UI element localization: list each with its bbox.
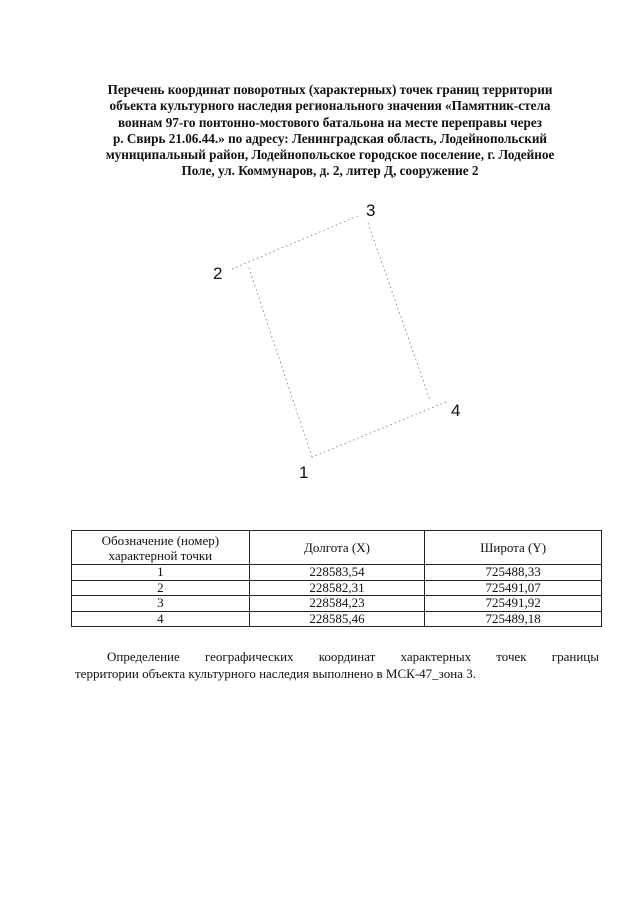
table-header-row [72,531,602,565]
cell-point-number: 1 [72,565,250,581]
note-word: географических [204,649,294,664]
cell-longitude-x: 228582,31 [249,580,425,596]
cell-latitude-y: 725491,07 [425,580,602,596]
title-line: воинам 97-го понтонно-мостового батальона на месте переправы через [118,114,542,130]
title-line: объекта культурного наследия регионального значения «Памятник-стела [109,98,551,114]
title-line: Поле, ул. Коммунаров, д. 2, литер Д, сооружение 2 [181,163,479,179]
table-row [72,580,602,596]
cell-point-number: 3 [72,596,250,612]
cell-longitude-x: 228584,23 [249,596,425,612]
coordinate-system-note [75,649,599,682]
cell-latitude-y: 725491,92 [425,596,602,612]
note-word: Определение [107,649,180,664]
boundary-edge-2-3 [232,215,360,269]
point-label-1: 1 [299,463,309,482]
title-line: Перечень координат поворотных (характерных) точек границ территории [107,82,553,97]
header-latitude-y: Широта (Y) [425,531,602,565]
cell-point-number: 4 [72,611,250,627]
note-word: границы [551,649,599,664]
point-label-3: 3 [366,201,376,220]
note-word: точек [496,649,527,664]
table-row [72,611,602,627]
point-label-2: 2 [213,264,223,283]
cell-latitude-y: 725489,18 [425,611,602,627]
note-line-2: территории объекта культурного наследия выполнено в МСК-47_зона 3. [75,665,476,681]
cell-longitude-x: 228583,54 [249,565,425,581]
boundary-edge-1-2 [248,265,312,457]
cell-longitude-x: 228585,46 [249,611,425,627]
header-longitude-x: Долгота (X) [249,531,425,565]
boundary-edge-3-4 [368,223,430,400]
boundary-scheme [0,195,640,495]
title-line: р. Свирь 21.06.44.» по адресу: Ленинградская область, Лодейнопольский [112,130,548,146]
boundary-edge-4-1 [312,402,446,457]
note-word: координат [318,649,376,664]
document-title [70,82,590,180]
title-line: муниципальный район, Лодейнопольское городское поселение, г. Лодейное [105,147,555,163]
coordinates-table [71,530,602,627]
table-row [72,565,602,581]
cell-latitude-y: 725488,33 [425,565,602,581]
point-label-4: 4 [451,401,461,420]
note-word: характерных [400,649,472,664]
cell-point-number: 2 [72,580,250,596]
table-row [72,596,602,612]
note-line-1 [75,649,599,666]
header-point-number: Обозначение (номер) характерной точки [72,531,250,565]
